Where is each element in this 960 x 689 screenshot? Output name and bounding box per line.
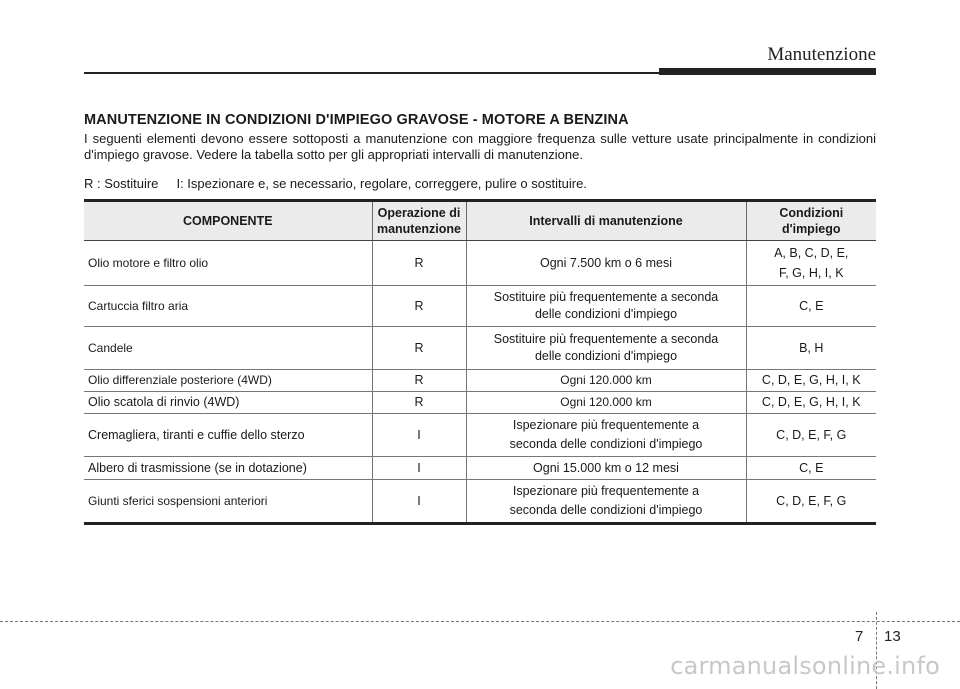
- intro-paragraph: I seguenti elementi devono essere sottoposti a manutenzione con maggiore frequenza sulle vetture usate principalmente in condizioni d'impiego gravose. Vedere la tabella sotto per gli appropriati intervalli di manutenzione.: [84, 131, 876, 162]
- page-number: 13: [884, 628, 901, 645]
- cell-conditions: C, D, E, F, G: [746, 480, 876, 524]
- cell-interval: Sostituire più frequentemente a seconda delle condizioni d'impiego: [466, 286, 746, 327]
- header-interval: Intervalli di manutenzione: [466, 201, 746, 241]
- table-row: [84, 392, 876, 414]
- cell-interval: Ogni 7.500 km o 6 mesi: [466, 241, 746, 286]
- cell-operation: R: [372, 241, 466, 286]
- cell-component: Albero di trasmissione (se in dotazione): [84, 457, 372, 480]
- cell-component: Olio motore e filtro olio: [84, 241, 372, 286]
- header-operation: Operazione di manutenzione: [372, 201, 466, 241]
- cell-operation: R: [372, 327, 466, 370]
- table-row: [84, 370, 876, 392]
- cell-conditions: C, D, E, G, H, I, K: [746, 392, 876, 414]
- table-row: [84, 480, 876, 524]
- header-rule: [84, 72, 659, 74]
- cell-conditions: C, E: [746, 286, 876, 327]
- cell-operation: I: [372, 414, 466, 457]
- cell-operation: R: [372, 370, 466, 392]
- cell-component: Cartuccia filtro aria: [84, 286, 372, 327]
- table-row: [84, 327, 876, 370]
- cell-interval: Ogni 15.000 km o 12 mesi: [466, 457, 746, 480]
- table-row: [84, 241, 876, 286]
- table-header-row: [84, 201, 876, 241]
- cell-interval: Sostituire più frequentemente a seconda delle condizioni d'impiego: [466, 327, 746, 370]
- table-row: [84, 286, 876, 327]
- cell-conditions: C, D, E, F, G: [746, 414, 876, 457]
- cell-interval: Ispezionare più frequentemente a seconda delle condizioni d'impiego: [466, 414, 746, 457]
- page-header-title: Manutenzione: [767, 44, 876, 65]
- cell-operation: R: [372, 392, 466, 414]
- header-rule-accent: [659, 68, 876, 75]
- table-row: [84, 457, 876, 480]
- cell-conditions: C, D, E, G, H, I, K: [746, 370, 876, 392]
- header-component: COMPONENTE: [84, 201, 372, 241]
- cell-component: Olio differenziale posteriore (4WD): [84, 370, 372, 392]
- maintenance-table: [84, 199, 876, 525]
- cell-component: Cremagliera, tiranti e cuffie dello sterzo: [84, 414, 372, 457]
- cell-conditions: A, B, C, D, E, F, G, H, I, K: [746, 241, 876, 286]
- cell-conditions: C, E: [746, 457, 876, 480]
- cell-operation: I: [372, 480, 466, 524]
- table-row: [84, 414, 876, 457]
- watermark-text: carmanualsonline.info: [670, 652, 940, 680]
- footer-rule: [0, 621, 960, 622]
- chapter-number: 7: [855, 628, 864, 645]
- cell-conditions: B, H: [746, 327, 876, 370]
- cell-component: Candele: [84, 327, 372, 370]
- cell-interval: Ogni 120.000 km: [466, 370, 746, 392]
- section-title: MANUTENZIONE IN CONDIZIONI D'IMPIEGO GRAVOSE - MOTORE A BENZINA: [84, 112, 629, 128]
- cell-component: Giunti sferici sospensioni anteriori: [84, 480, 372, 524]
- cell-operation: I: [372, 457, 466, 480]
- cell-interval: Ispezionare più frequentemente a seconda delle condizioni d'impiego: [466, 480, 746, 524]
- cell-interval: Ogni 120.000 km: [466, 392, 746, 414]
- legend-text: R : Sostituire I: Ispezionare e, se necessario, regolare, correggere, pulire o sostituire.: [84, 176, 587, 191]
- cell-component: Olio scatola di rinvio (4WD): [84, 392, 372, 414]
- cell-operation: R: [372, 286, 466, 327]
- header-conditions: Condizioni d'impiego: [746, 201, 876, 241]
